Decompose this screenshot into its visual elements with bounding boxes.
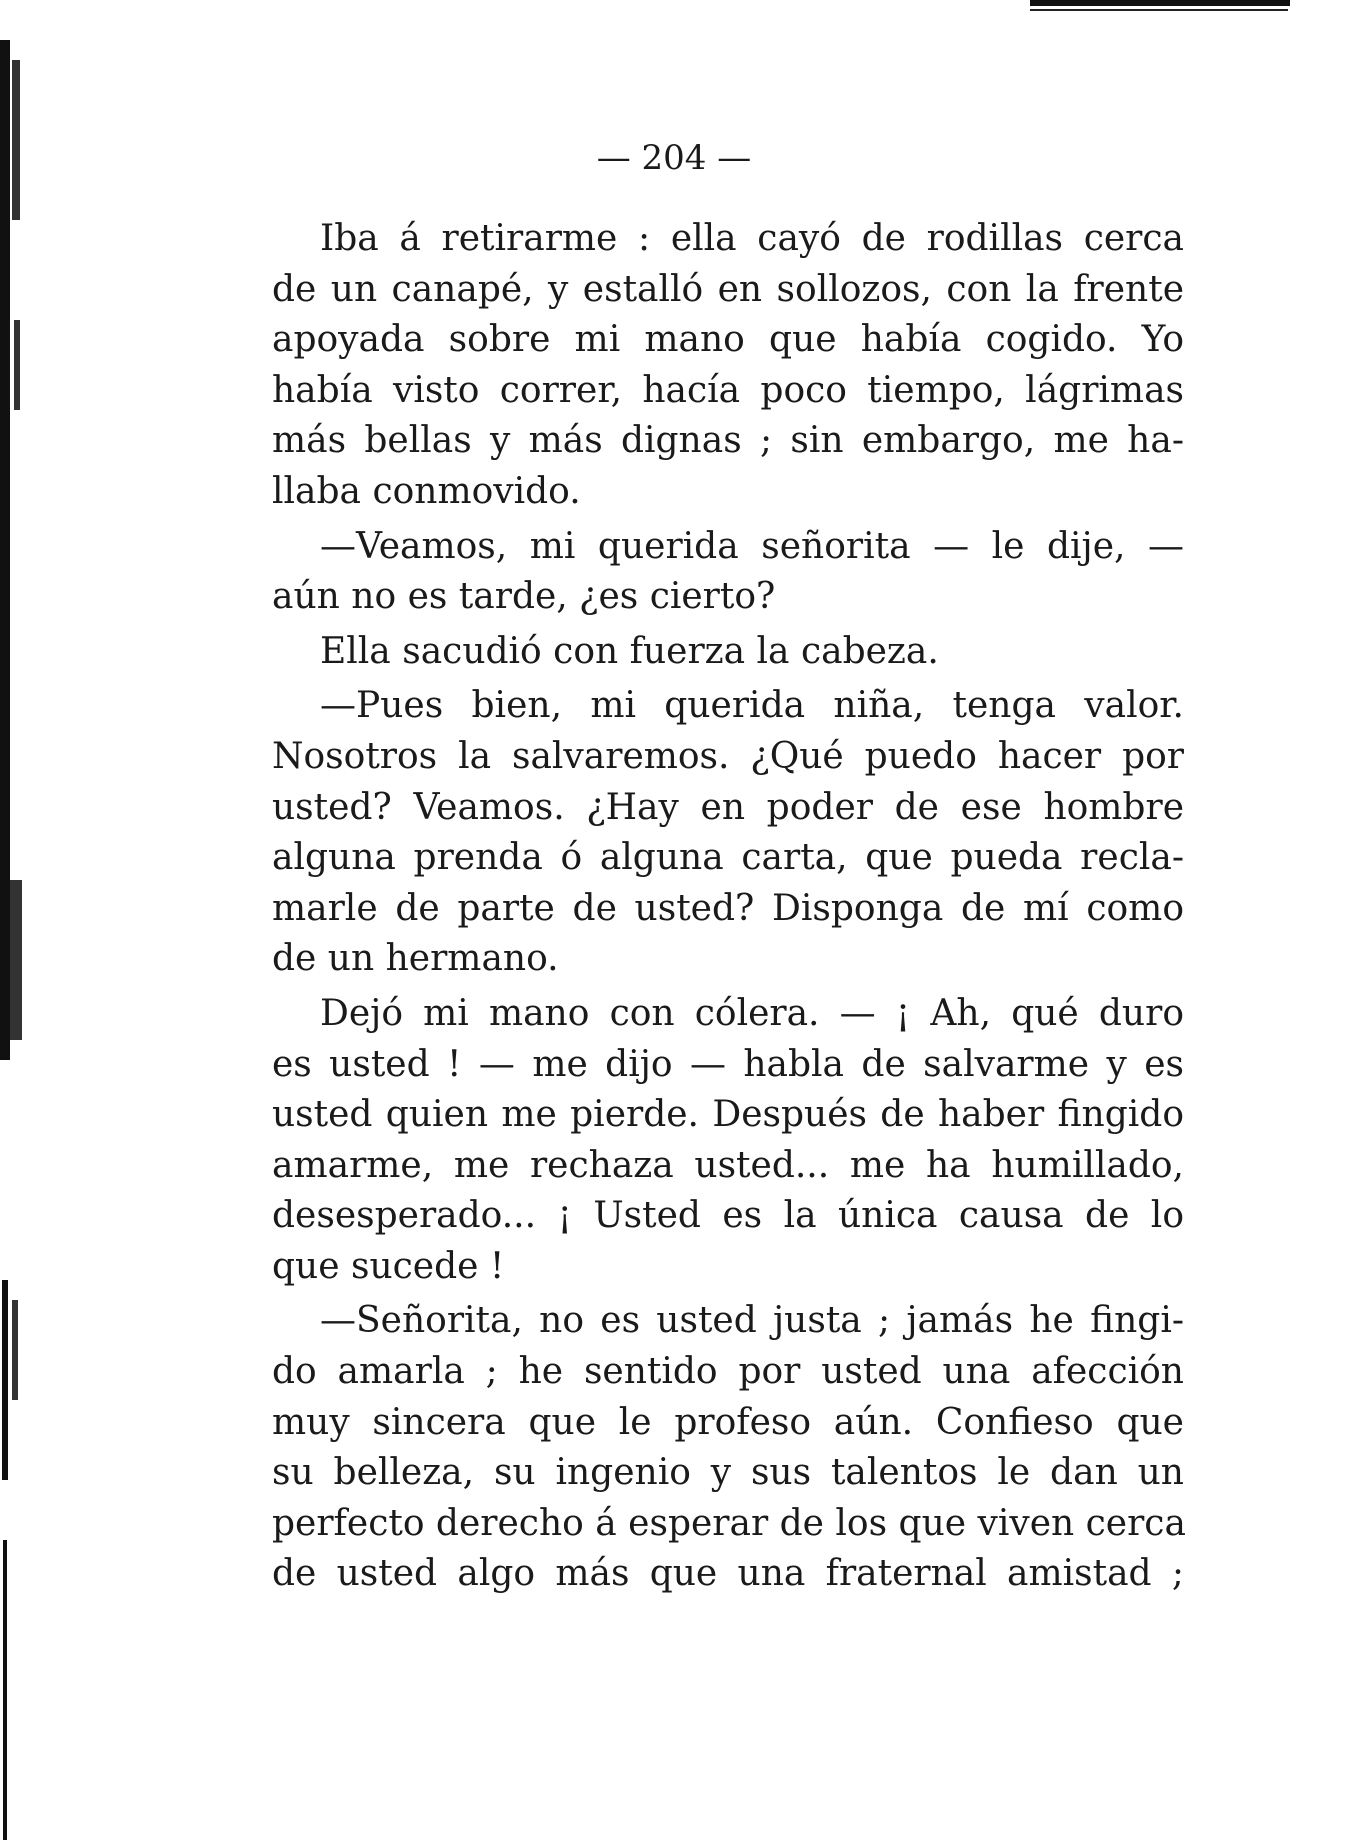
scan-edge-spot	[14, 320, 20, 410]
text-line: llaba conmovido.	[272, 470, 581, 512]
text-line: muy sincera que le profeso aún. Confieso que	[272, 1401, 1184, 1443]
scan-edge-top-line	[1030, 9, 1288, 11]
text-line: usted? Veamos. ¿Hay en poder de ese hombre	[272, 786, 1184, 828]
text-line: perfecto derecho á esperar de los que viven cerca	[272, 1502, 1186, 1544]
text-line: do amarla ; he sentido por usted una afección	[272, 1351, 1184, 1393]
text-line: —Veamos, mi querida señorita — le dije, —	[320, 525, 1184, 567]
text-line: usted quien me pierde. Después de haber fingido	[272, 1094, 1184, 1136]
scan-edge-left	[2, 1280, 8, 1480]
scan-edge-left	[3, 1540, 7, 1840]
paragraph	[272, 681, 1184, 985]
text-line: apoyada sobre mi mano que había cogido. Yo	[272, 319, 1184, 361]
text-line: su belleza, su ingenio y sus talentos le dan un	[272, 1452, 1184, 1494]
text-line: Iba á retirarme : ella cayó de rodillas cerca	[320, 218, 1184, 259]
text-line: que sucede !	[272, 1245, 505, 1287]
text-line: aún no es tarde, ¿es cierto?	[272, 576, 776, 618]
text-line: había visto correr, hacía poco tiempo, lágrimas	[272, 369, 1184, 411]
scan-edge-spot	[10, 880, 22, 1040]
paragraph	[272, 627, 1184, 678]
scan-edge-top	[1030, 0, 1290, 6]
text-line: —Señorita, no es usted justa ; jamás he fingi-	[320, 1300, 1184, 1342]
paragraph	[272, 214, 1184, 518]
paragraph	[272, 989, 1184, 1293]
text-line: amarme, me rechaza usted... me ha humillado,	[272, 1144, 1184, 1186]
page-number: — 204 —	[596, 138, 752, 178]
text-line: más bellas y más dignas ; sin embargo, me ha-	[272, 420, 1184, 462]
text-line: de un canapé, y estalló en sollozos, con la frente	[272, 268, 1184, 310]
paragraph	[272, 522, 1184, 623]
text-line: de usted algo más que una fraternal amistad ;	[272, 1553, 1184, 1595]
text-line: —Pues bien, mi querida niña, tenga valor.	[320, 685, 1184, 727]
text-line: Nosotros la salvaremos. ¿Qué puedo hacer por	[272, 735, 1184, 777]
text-line: es usted ! — me dijo — habla de salvarme y es	[272, 1043, 1184, 1085]
text-line: desesperado... ¡ Usted es la única causa de lo	[272, 1195, 1184, 1237]
text-line: Dejó mi mano con cólera. — ¡ Ah, qué duro	[320, 992, 1184, 1034]
body-text	[272, 214, 1184, 1600]
scan-edge-left	[0, 40, 10, 1060]
text-line: Ella sacudió con fuerza la cabeza.	[320, 630, 939, 672]
text-line: de un hermano.	[272, 938, 559, 980]
scan-edge-spot	[12, 1300, 18, 1400]
paragraph	[272, 1296, 1184, 1600]
text-line: alguna prenda ó alguna carta, que pueda recla-	[272, 837, 1184, 879]
text-line: marle de parte de usted? Disponga de mí como	[272, 887, 1184, 929]
